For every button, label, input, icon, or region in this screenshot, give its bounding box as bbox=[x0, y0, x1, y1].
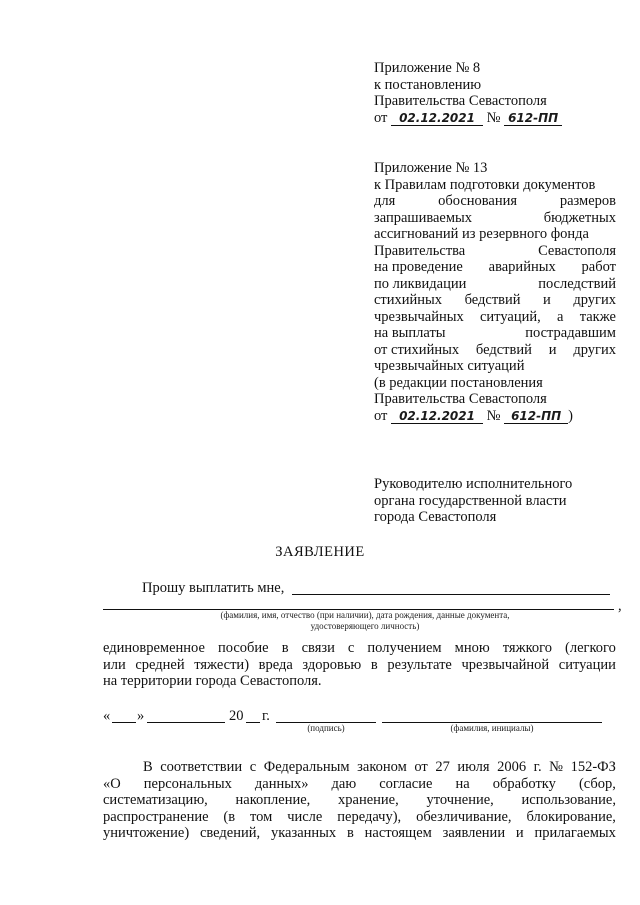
document-title: ЗАЯВЛЕНИЕ bbox=[275, 544, 365, 560]
word: распространение bbox=[103, 808, 209, 825]
word: с bbox=[249, 759, 257, 775]
word: бедствий bbox=[464, 292, 521, 308]
word: работ bbox=[581, 259, 616, 275]
addressee-block bbox=[374, 476, 616, 526]
request-body bbox=[103, 640, 616, 690]
appendix-13-line bbox=[374, 259, 616, 276]
recipient-name-field[interactable] bbox=[292, 594, 610, 595]
word: запрашиваемых bbox=[374, 209, 473, 226]
word: и bbox=[548, 341, 557, 358]
word: обоснования bbox=[438, 193, 518, 209]
appendix-8-title: Приложение № 8 bbox=[374, 60, 481, 76]
word: том bbox=[250, 808, 273, 825]
from-word: от bbox=[374, 407, 388, 424]
word: аварийных bbox=[488, 259, 556, 275]
word: или bbox=[103, 656, 126, 673]
word: ассигнований из резервного фонда bbox=[374, 226, 589, 242]
appendix-13-line bbox=[374, 292, 616, 309]
word: по ликвидации bbox=[374, 275, 467, 292]
word: последствий bbox=[538, 275, 616, 292]
applicant-details-caption-2: удостоверяющего личность) bbox=[310, 621, 420, 631]
request-text: Прошу выплатить мне, bbox=[142, 580, 285, 596]
word: связи bbox=[301, 640, 335, 656]
appendix-8-date-line bbox=[374, 110, 616, 127]
word: единовременное bbox=[103, 640, 205, 656]
word: персональных bbox=[143, 775, 232, 792]
appendix-8-government: Правительства Севастополя bbox=[374, 93, 547, 109]
quote-close: » bbox=[137, 708, 145, 724]
word: уничтожение) bbox=[103, 825, 190, 841]
handwritten-date: 02.12.2021 bbox=[391, 111, 483, 126]
consent-line bbox=[103, 809, 616, 826]
word: систематизацию, bbox=[103, 792, 208, 808]
closing-parenthesis: ) bbox=[568, 407, 573, 424]
month-field[interactable] bbox=[147, 722, 225, 723]
appendix-13-line bbox=[374, 210, 616, 227]
word: уточнение, bbox=[426, 792, 494, 808]
word: сведений, bbox=[199, 825, 261, 841]
word: июля bbox=[457, 759, 490, 775]
word: настоящем bbox=[364, 825, 432, 841]
appendix-13-line bbox=[374, 226, 616, 243]
word: указанных bbox=[270, 825, 337, 841]
word: 2006 bbox=[497, 759, 527, 775]
word: результате bbox=[387, 656, 452, 673]
word: для bbox=[374, 193, 396, 209]
word: на проведение bbox=[374, 259, 463, 275]
word: В bbox=[143, 759, 153, 775]
word: Федеральным bbox=[263, 759, 350, 775]
appendix-13-line bbox=[374, 193, 616, 210]
year-suffix: г. bbox=[262, 708, 270, 724]
body-line bbox=[103, 640, 616, 657]
word: согласие bbox=[379, 775, 433, 792]
word: пособие bbox=[217, 640, 269, 656]
word: Севастополя bbox=[538, 242, 616, 259]
addressee-line: города Севастополя bbox=[374, 509, 497, 525]
word: г. bbox=[533, 759, 542, 775]
word: заявлении bbox=[442, 825, 506, 841]
handwritten-number: 612-ПП bbox=[504, 111, 562, 126]
word: чрезвычайной bbox=[461, 656, 550, 673]
word: в bbox=[281, 640, 289, 656]
word: размеров bbox=[559, 193, 616, 209]
word: на bbox=[455, 775, 470, 792]
signature-caption: (подпись) bbox=[307, 723, 345, 733]
word: тяжести) bbox=[194, 656, 250, 673]
word: стихийных bbox=[374, 292, 443, 308]
year-field[interactable] bbox=[246, 722, 260, 723]
word: других bbox=[573, 341, 616, 358]
word: даю bbox=[331, 775, 357, 792]
word: числе bbox=[287, 808, 323, 825]
century-text: 20 bbox=[229, 708, 244, 724]
word: передачу), bbox=[337, 808, 402, 825]
day-field[interactable] bbox=[112, 722, 136, 723]
word: от стихийных bbox=[374, 341, 460, 358]
word: (сбор, bbox=[578, 775, 616, 792]
word: чрезвычайных ситуаций bbox=[374, 358, 525, 374]
addressee-line: Руководителю исполнительного bbox=[374, 476, 573, 492]
word: ситуаций, bbox=[479, 308, 541, 325]
word: 152-ФЗ bbox=[570, 759, 616, 775]
word: обработку bbox=[492, 775, 556, 792]
word: чрезвычайных bbox=[374, 308, 464, 325]
number-sign: № bbox=[486, 109, 501, 126]
word: в bbox=[346, 825, 354, 841]
word: средней bbox=[135, 656, 185, 673]
word: использование, bbox=[521, 792, 616, 808]
word: № bbox=[549, 759, 563, 775]
word: бюджетных bbox=[543, 209, 616, 226]
body-line: на территории города Севастополя. bbox=[103, 673, 322, 689]
appendix-13-line bbox=[374, 177, 616, 194]
word: вреда bbox=[258, 656, 293, 673]
word: прилагаемых bbox=[534, 825, 616, 841]
word: хранение, bbox=[338, 792, 399, 808]
name-initials-caption: (фамилия, инициалы) bbox=[450, 723, 534, 733]
appendix-13-line bbox=[374, 325, 616, 342]
word: данных» bbox=[254, 775, 309, 792]
appendix-8-header bbox=[374, 60, 616, 126]
consent-line bbox=[103, 776, 616, 793]
body-line bbox=[103, 657, 616, 674]
appendix-13-line bbox=[374, 243, 616, 260]
quote-open: « bbox=[103, 708, 111, 724]
handwritten-date: 02.12.2021 bbox=[391, 409, 483, 424]
word: бедствий bbox=[475, 341, 532, 358]
word: других bbox=[573, 292, 616, 308]
handwritten-number: 612-ПП bbox=[504, 409, 568, 424]
appendix-13-header bbox=[374, 160, 616, 424]
word: ситуации bbox=[558, 656, 616, 673]
word: законом bbox=[357, 759, 407, 775]
word: и bbox=[515, 825, 524, 841]
consent-line bbox=[103, 792, 616, 809]
word: (легкого bbox=[565, 640, 616, 656]
appendix-13-line bbox=[374, 358, 616, 375]
word: и bbox=[543, 292, 551, 308]
word: тяжкого bbox=[502, 640, 552, 656]
word: обезличивание, bbox=[416, 808, 512, 825]
trailing-comma: , bbox=[618, 598, 622, 614]
word: соответствии bbox=[160, 759, 243, 775]
addressee-line: органа государственной власти bbox=[374, 492, 567, 509]
word: от bbox=[414, 759, 428, 775]
word: с bbox=[347, 640, 355, 656]
word: получением bbox=[367, 640, 442, 656]
word: на выплаты bbox=[374, 325, 446, 341]
word: блокирование, bbox=[526, 808, 616, 825]
word: накопление, bbox=[235, 792, 311, 808]
word: Правительства Севастополя bbox=[374, 391, 547, 407]
applicant-details-caption: (фамилия, имя, отчество (при наличии), дата рождения, данные документа, bbox=[220, 610, 510, 620]
appendix-13-date-line bbox=[374, 408, 616, 425]
word: а bbox=[557, 308, 564, 325]
consent-paragraph bbox=[103, 759, 616, 842]
appendix-13-title: Приложение № 13 bbox=[374, 160, 488, 176]
appendix-13-line bbox=[374, 391, 616, 408]
appendix-13-body bbox=[374, 177, 616, 408]
consent-line bbox=[103, 759, 616, 776]
word: 27 bbox=[435, 759, 450, 775]
consent-line bbox=[103, 825, 616, 842]
word: в bbox=[370, 656, 378, 673]
word: также bbox=[579, 308, 616, 325]
word: здоровью bbox=[302, 656, 362, 673]
word: мною bbox=[454, 640, 490, 656]
appendix-8-reference: к постановлению bbox=[374, 76, 482, 93]
word: «О bbox=[103, 775, 121, 792]
number-sign: № bbox=[486, 407, 501, 424]
word: к Правилам подготовки документов bbox=[374, 176, 596, 193]
word: Правительства bbox=[374, 242, 466, 259]
appendix-13-line bbox=[374, 309, 616, 326]
word: (в bbox=[223, 808, 236, 825]
word: пострадавшим bbox=[525, 325, 616, 341]
appendix-13-line bbox=[374, 375, 616, 392]
word: (в редакции постановления bbox=[374, 374, 543, 391]
from-word: от bbox=[374, 109, 388, 126]
appendix-13-line bbox=[374, 342, 616, 359]
appendix-13-line bbox=[374, 276, 616, 293]
